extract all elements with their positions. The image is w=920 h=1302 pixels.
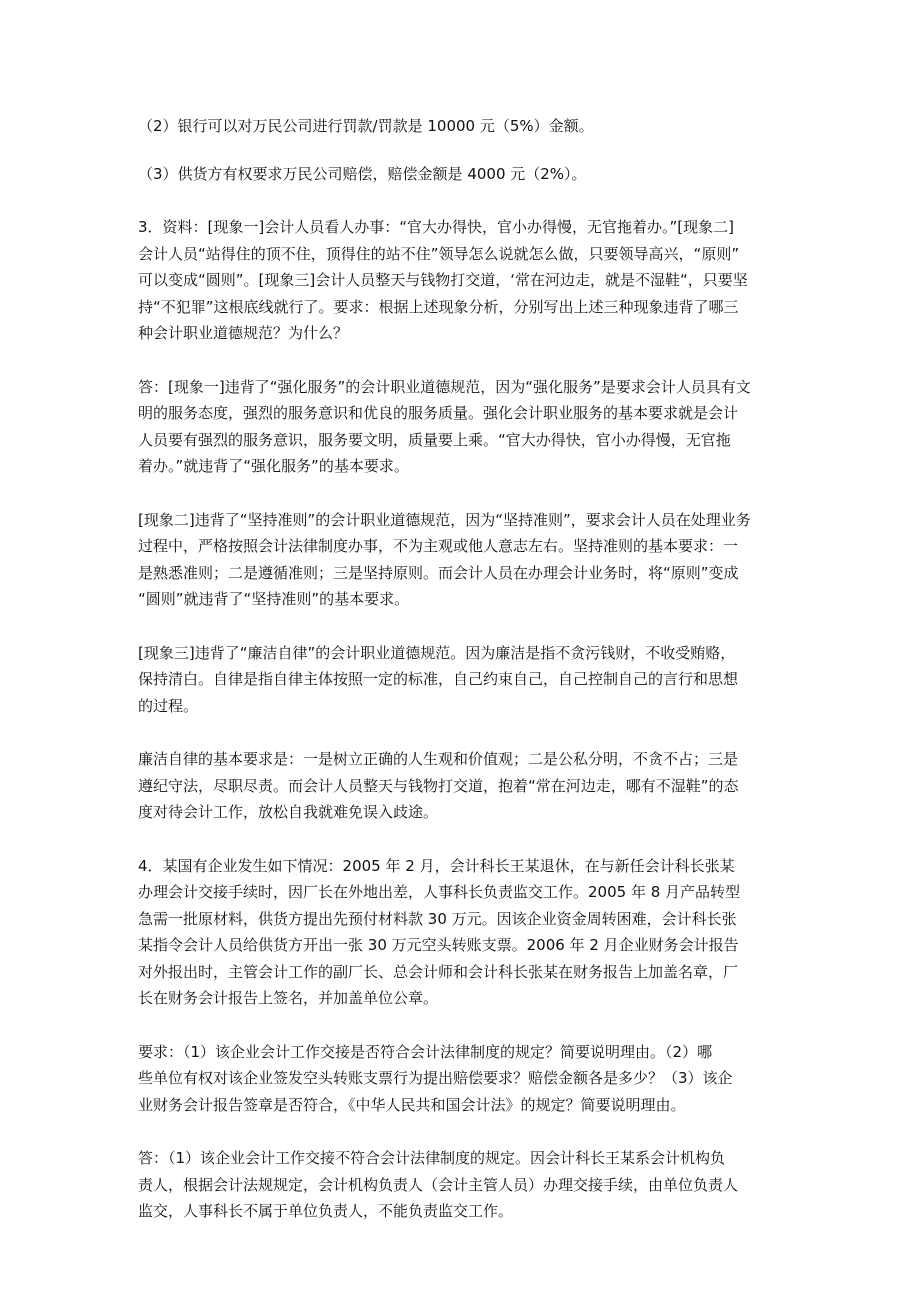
- text-line: （2）银行可以对万民公司进行罚款/罚款是 10000 元（5%）金额。: [138, 117, 594, 135]
- text-line: “圆则”就违背了“坚持准则”的基本要求。: [138, 590, 410, 608]
- text-line: 着办。”就违背了“强化服务”的基本要求。: [138, 457, 409, 475]
- answer-3-paragraph: [138, 161, 786, 188]
- text-line: 会计人员“站得住的顶不住，顶得住的站不住”领导怎么说就怎么做，只要领导高兴，“原则”: [138, 244, 740, 263]
- text-line: 监交，人事科长不属于单位负责人，不能负责监交工作。: [138, 1202, 514, 1220]
- text-line: 答：[现象一]违背了“强化服务”的会计职业道德规范，因为“强化服务”是要求会计人员具有文: [138, 377, 751, 396]
- text-line: 业财务会计报告签章是否符合，《中华人民共和国会计法》的规定？简要说明理由。: [138, 1095, 686, 1114]
- text-line: 些单位有权对该企业签发空头转账支票行为提出赔偿要求？赔偿金额各是多少？（3）该企: [138, 1069, 733, 1087]
- text-line: [现象三]违背了“廉洁自律”的会计职业道德规范。因为廉洁是指不贪污钱财，不收受贿赂，: [138, 643, 736, 662]
- text-line: 遵纪守法，尽职尽责。而会计人员整天与钱物打交道，抱着“常在河边走，哪有不湿鞋”的态: [138, 776, 739, 795]
- answer-2-paragraph: [138, 113, 786, 140]
- text-line: 长在财务会计报告上签名，并加盖单位公章。: [138, 989, 439, 1007]
- text-line: 人员要有强烈的服务意识，服务要文明，质量要上乘。“官大办得快，官小办得慢，无官拖: [138, 430, 731, 449]
- answer-phenomenon-3-requirements-paragraph: [138, 746, 786, 826]
- text-line: 持“不犯罪”这根底线就行了。要求：根据上述现象分析，分别写出上述三种现象违背了哪三: [138, 297, 739, 316]
- question-4-paragraph: [138, 853, 786, 1012]
- text-line: 过程中，严格按照会计法律制度办事，不为主观或他人意志左右。坚持准则的基本要求：一: [138, 537, 739, 555]
- answer-phenomenon-3-paragraph: [138, 640, 786, 720]
- text-line: 对外报出时，主管会计工作的副厂长、总会计师和会计科长张某在财务报告上加盖名章，厂: [138, 962, 739, 981]
- text-line: 度对待会计工作，放松自我就难免误入歧途。: [138, 803, 439, 821]
- text-line: 4．某国有企业发生如下情况：2005 年 2 月，会计科长王某退休，在与新任会计科长张某: [138, 856, 735, 875]
- question-3-paragraph: [138, 214, 786, 347]
- text-line: 廉洁自律的基本要求是：一是树立正确的人生观和价值观；二是公私分明，不贪不占；三是: [138, 750, 739, 768]
- answer-phenomenon-1-paragraph: [138, 374, 786, 480]
- text-line: 保持清白。自律是指自律主体按照一定的标准，自己约束自己，自己控制自己的言行和思想: [138, 670, 739, 688]
- document-page: [138, 113, 786, 1225]
- text-line: 的过程。: [138, 696, 199, 715]
- text-line: 种会计职业道德规范？为什么？: [138, 324, 349, 342]
- text-line: 某指令会计人员给供货方开出一张 30 万元空头转账支票。2006 年 2 月企业财务会计报告: [138, 936, 739, 954]
- text-line: 3．资料：[现象一]会计人员看人办事：“官大办得快，官小办得慢，无官拖着办。”[现象二]: [138, 218, 734, 236]
- answer-phenomenon-2-paragraph: [138, 507, 786, 613]
- text-line: 是熟悉准则；二是遵循准则；三是坚持原则。而会计人员在办理会计业务时，将“原则”变成: [138, 563, 739, 582]
- text-line: 明的服务态度，强烈的服务意识和优良的服务质量。强化会计职业服务的基本要求就是会计: [138, 404, 739, 422]
- text-line: （3）供货方有权要求万民公司赔偿，赔偿金额是 4000 元（2%）。: [138, 164, 587, 183]
- question-4-requirements-paragraph: [138, 1039, 786, 1119]
- text-line: [现象二]违背了“坚持准则”的会计职业道德规范，因为“坚持准则”，要求会计人员在处理业务: [138, 510, 751, 529]
- text-line: 要求：（1）该企业会计工作交接是否符合会计法律制度的规定？简要说明理由。（2）哪: [138, 1042, 713, 1061]
- text-line: 急需一批原材料，供货方提出先预付材料款 30 万元。因该企业资金周转困难，会计科长张: [138, 909, 737, 928]
- text-line: 责人，根据会计法规规定，会计机构负责人（会计主管人员）办理交接手续，由单位负责人: [138, 1175, 739, 1194]
- text-line: 办理会计交接手续时，因厂长在外地出差，人事科长负责监交工作。2005 年 8 月产品转型: [138, 883, 741, 901]
- text-line: 答：（1）该企业会计工作交接不符合会计法律制度的规定。因会计科长王某系会计机构负: [138, 1149, 726, 1167]
- answer-4-1-paragraph: [138, 1145, 786, 1225]
- text-line: 可以变成“圆则”。[现象三]会计人员整天与钱物打交道，‘常在河边走，就是不湿鞋“，只要坚: [138, 271, 748, 289]
